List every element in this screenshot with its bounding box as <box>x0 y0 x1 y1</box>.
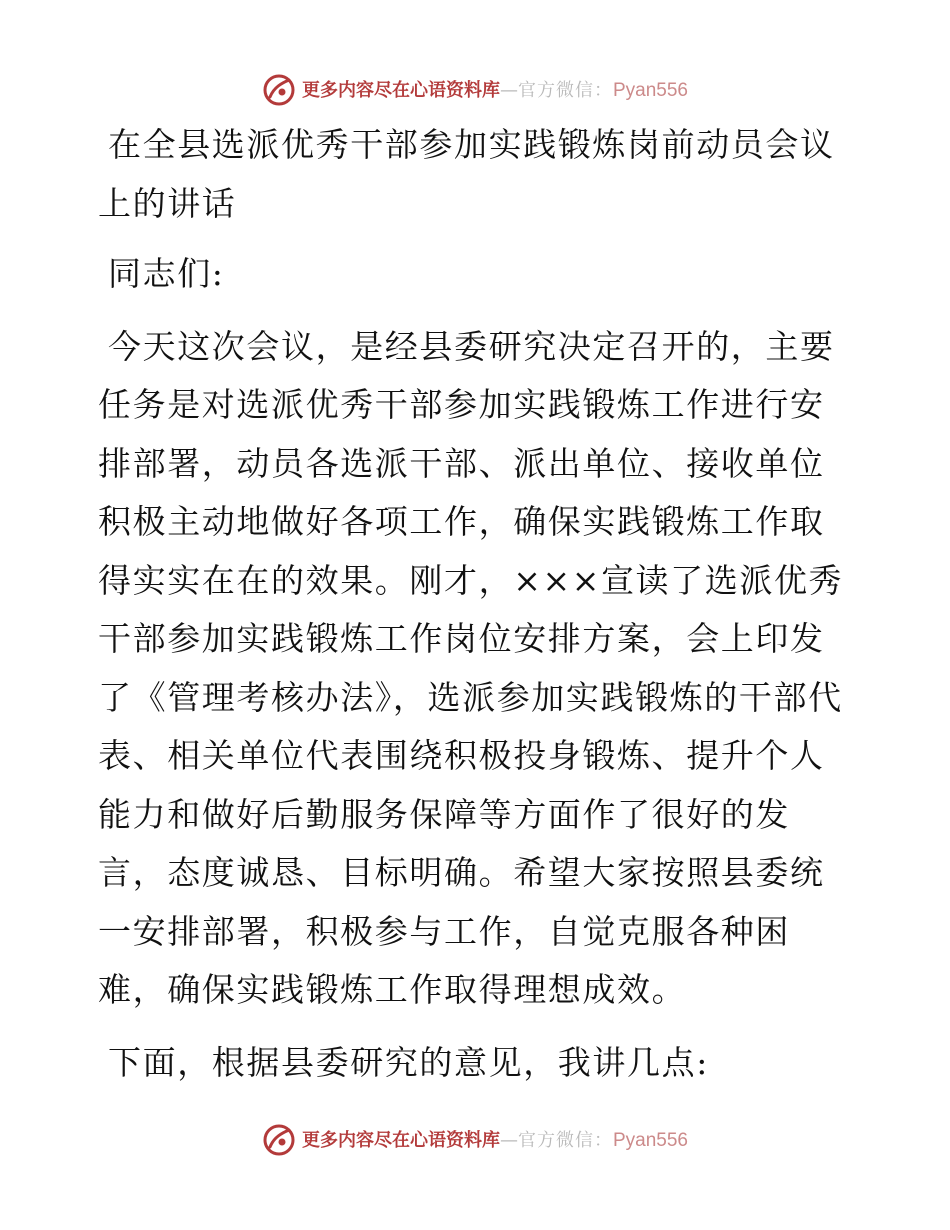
paragraph-1: 今天这次会议，是经县委研究决定召开的，主要任务是对选派优秀干部参加实践锻炼工作进行安排部署，动员各选派干部、派出单位、接收单位积极主动地做好各项工作，确保实践锻炼工作取得实实在在的效果。刚才，×××宣读了选派优秀干部参加实践锻炼工作岗位安排方案，会上印发了《管理考核办法》，选派参加实践锻炼的干部代表、相关单位代表围绕积极投身锻炼、提升个人能力和做好后勤服务保障等方面作了很好的发言，态度诚恳、目标明确。希望大家按照县委统一安排部署，积极参与工作，自觉克服各种困难，确保实践锻炼工作取得理想成效。 <box>98 326 844 1009</box>
watermark-main-text: 更多内容尽在心语资料库 <box>301 1129 500 1151</box>
brush-seal-logo-icon <box>262 73 296 107</box>
greeting-line: 同志们: <box>108 254 225 293</box>
watermark-wechat-id: Pyan556 <box>612 1129 688 1151</box>
document-title: 在全县选派优秀干部参加实践锻炼岗前动员会议上的讲话 <box>98 125 835 223</box>
watermark-banner-top <box>0 72 950 108</box>
document-body <box>98 116 858 1092</box>
paragraph-2: 下面，根据县委研究的意见，我讲几点: <box>108 1042 709 1082</box>
watermark-sub-text: 官方微信： <box>517 1129 613 1151</box>
watermark-dash: — <box>499 79 518 101</box>
watermark-text <box>302 81 688 100</box>
watermark-sub-text: 官方微信： <box>517 79 613 101</box>
brush-seal-logo-icon <box>262 1123 296 1157</box>
watermark-text <box>302 1131 688 1150</box>
watermark-main-text: 更多内容尽在心语资料库 <box>301 79 500 101</box>
watermark-wechat-id: Pyan556 <box>612 79 688 101</box>
watermark-dash: — <box>499 1129 518 1151</box>
watermark-banner-bottom <box>0 1122 950 1158</box>
